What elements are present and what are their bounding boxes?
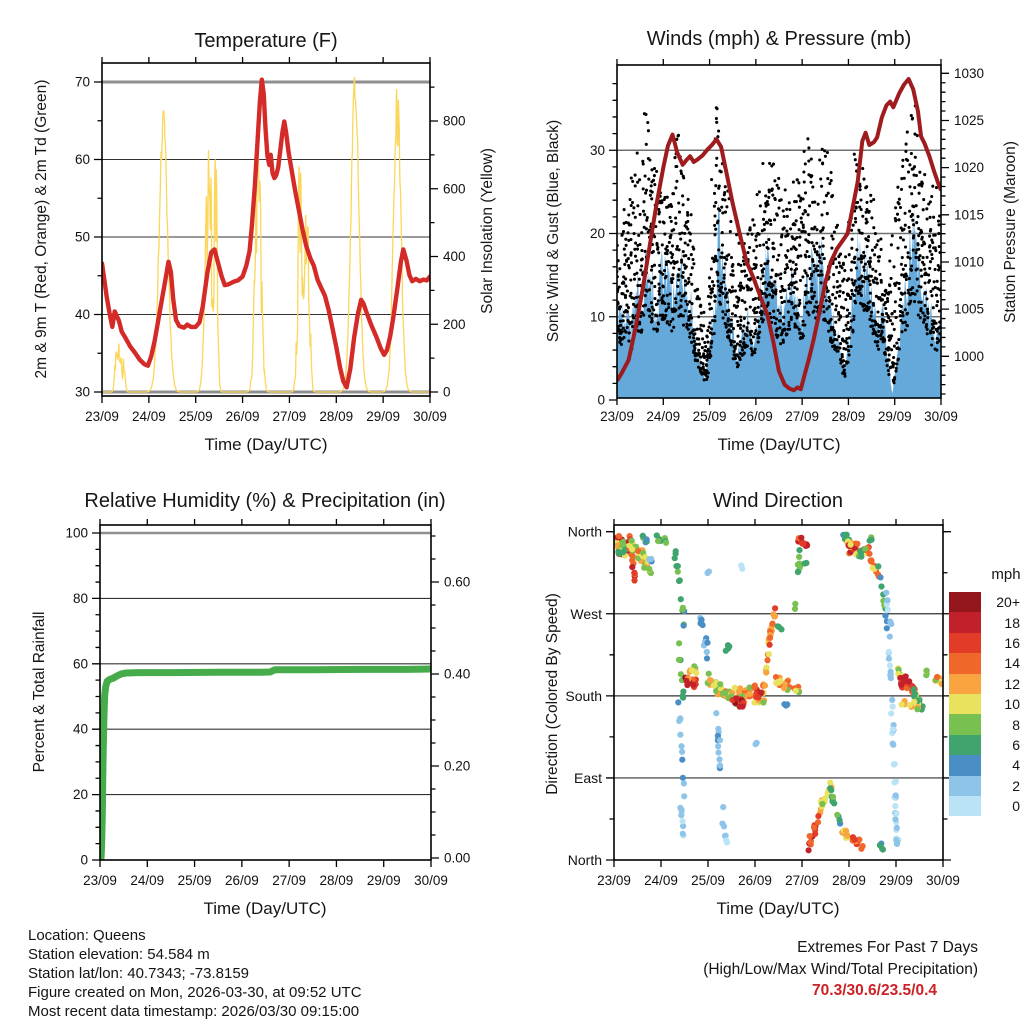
svg-text:1030: 1030 (954, 65, 985, 81)
svg-text:200: 200 (443, 316, 466, 332)
svg-text:70: 70 (74, 74, 90, 90)
panel-wind-direction (565, 519, 959, 888)
xlabel-humidity-precip: Time (Day/UTC) (203, 899, 327, 918)
svg-text:28/09: 28/09 (831, 409, 866, 424)
colorbar-label: 8 (1012, 716, 1020, 733)
colorbar-row (949, 776, 1020, 796)
svg-text:100: 100 (65, 525, 88, 541)
colorbar-label: 16 (1004, 634, 1020, 651)
colorbar-swatch (949, 674, 981, 694)
svg-text:80: 80 (72, 590, 88, 606)
colorbar-label: 0 (1012, 798, 1020, 815)
ylabel-temperature-left: 2m & 9m T (Red, Orange) & 2m Td (Green) (33, 79, 50, 379)
svg-text:1015: 1015 (954, 207, 985, 223)
svg-text:1005: 1005 (954, 301, 985, 317)
svg-text:24/09: 24/09 (646, 409, 681, 424)
footer-latlon: Station lat/lon: 40.7343; -73.8159 (28, 965, 250, 982)
svg-text:28/09: 28/09 (319, 873, 354, 888)
svg-text:600: 600 (443, 181, 466, 197)
svg-text:24/09: 24/09 (644, 873, 678, 888)
svg-text:30/09: 30/09 (924, 409, 958, 424)
colorbar-label: 12 (1004, 675, 1020, 692)
direction-grid (614, 614, 943, 778)
svg-text:23/09: 23/09 (597, 873, 631, 888)
colorbar-row (949, 714, 1020, 734)
ylabel-wind-left: Sonic Wind & Gust (Blue, Black) (545, 119, 562, 343)
xlabel-temperature: Time (Day/UTC) (204, 435, 328, 454)
direction-dots (612, 532, 945, 854)
svg-text:30: 30 (589, 142, 605, 158)
colorbar-row (949, 694, 1020, 714)
footer-created: Figure created on Mon, 2026-03-30, at 09:52 UTC (28, 984, 362, 1001)
svg-text:24/09: 24/09 (130, 873, 165, 888)
svg-text:29/09: 29/09 (366, 409, 401, 424)
svg-text:26/09: 26/09 (738, 409, 773, 424)
colorbar-swatch (949, 755, 981, 775)
svg-text:28/09: 28/09 (832, 873, 866, 888)
precip-line (101, 669, 431, 860)
colorbar-row (949, 633, 1020, 653)
ylabel-solar-right: Solar Insolation (Yellow) (479, 148, 496, 314)
colorbar-row (949, 653, 1020, 673)
svg-text:25/09: 25/09 (177, 873, 212, 888)
svg-text:40: 40 (74, 307, 90, 322)
svg-text:25/09: 25/09 (691, 873, 725, 888)
svg-text:0: 0 (597, 392, 605, 408)
colorbar-label: 18 (1004, 614, 1020, 631)
svg-text:1010: 1010 (954, 254, 985, 270)
temperature-line (102, 80, 430, 388)
svg-text:60: 60 (74, 152, 90, 167)
footer-timestamp: Most recent data timestamp: 2026/03/30 09:15:00 (28, 1003, 360, 1020)
colorbar-label: 10 (1004, 696, 1020, 713)
humidity-grid (100, 533, 431, 795)
svg-text:West: West (570, 605, 602, 622)
extremes-subtitle: (High/Low/Max Wind/Total Precipitation) (703, 960, 978, 978)
svg-text:0.60: 0.60 (444, 574, 471, 590)
colorbar (949, 592, 1020, 816)
svg-text:24/09: 24/09 (131, 409, 166, 424)
colorbar-swatch (949, 633, 981, 653)
svg-text:30: 30 (74, 384, 90, 400)
humidity-tick-labels (65, 526, 470, 889)
colorbar-label: 14 (1004, 655, 1020, 672)
svg-text:400: 400 (443, 249, 466, 264)
svg-text:29/09: 29/09 (366, 873, 401, 888)
panel-temperature (75, 57, 466, 424)
svg-text:800: 800 (443, 113, 466, 129)
title-winds-pressure: Winds (mph) & Pressure (mb) (646, 28, 912, 50)
colorbar-label: 4 (1012, 757, 1020, 774)
footer-location: Location: Queens (28, 927, 146, 944)
colorbar-swatch (949, 735, 981, 755)
panel-humidity-precip (65, 519, 470, 888)
svg-text:0.00: 0.00 (444, 850, 471, 866)
colorbar-row (949, 755, 1020, 775)
temperature-tick-labels (75, 75, 466, 425)
footer-elevation: Station elevation: 54.584 m (28, 946, 210, 963)
svg-text:23/09: 23/09 (600, 409, 634, 424)
svg-text:27/09: 27/09 (272, 873, 307, 888)
svg-text:1000: 1000 (954, 348, 985, 364)
svg-text:0: 0 (443, 384, 451, 400)
colorbar-swatch (949, 653, 981, 673)
svg-text:40: 40 (72, 721, 88, 737)
extremes-title: Extremes For Past 7 Days (797, 939, 978, 956)
colorbar-swatch (949, 776, 981, 796)
svg-text:10: 10 (589, 309, 605, 325)
svg-text:0: 0 (80, 852, 88, 868)
svg-text:29/09: 29/09 (879, 873, 913, 888)
svg-text:North: North (567, 523, 602, 540)
colorbar-row (949, 612, 1020, 632)
colorbar-swatch (949, 612, 981, 632)
svg-text:26/09: 26/09 (738, 873, 772, 888)
colorbar-swatch (949, 796, 981, 816)
xlabel-wind-direction: Time (Day/UTC) (716, 899, 840, 918)
svg-text:26/09: 26/09 (225, 409, 260, 424)
colorbar-label: 2 (1012, 777, 1020, 794)
ylabel-pressure-right: Station Pressure (Maroon) (1002, 141, 1019, 323)
svg-text:25/09: 25/09 (178, 409, 213, 424)
colorbar-label: 6 (1012, 736, 1020, 753)
svg-text:23/09: 23/09 (83, 873, 117, 888)
panel-winds-pressure (590, 59, 984, 424)
colorbar-row (949, 674, 1020, 694)
svg-text:25/09: 25/09 (692, 409, 727, 424)
svg-text:South: South (565, 687, 602, 704)
svg-text:North: North (567, 852, 602, 868)
colorbar-row (949, 592, 1020, 612)
svg-text:20: 20 (589, 226, 605, 241)
svg-text:28/09: 28/09 (319, 409, 354, 424)
svg-text:23/09: 23/09 (85, 409, 119, 424)
svg-text:27/09: 27/09 (272, 409, 307, 424)
svg-text:30/09: 30/09 (414, 873, 448, 888)
svg-text:East: East (573, 769, 602, 786)
colorbar-swatch (949, 714, 981, 734)
ylabel-direction-left: Direction (Colored By Speed) (544, 593, 561, 795)
colorbar-swatch (949, 694, 981, 714)
svg-text:30/09: 30/09 (413, 409, 447, 424)
extremes-values: 70.3/30.6/23.5/0.4 (812, 982, 937, 999)
svg-text:27/09: 27/09 (785, 409, 820, 424)
extremes-block (703, 937, 978, 1002)
svg-text:20: 20 (72, 787, 88, 803)
colorbar-label: 20+ (996, 594, 1020, 611)
xlabel-winds-pressure: Time (Day/UTC) (717, 435, 841, 454)
svg-text:1025: 1025 (954, 112, 985, 128)
svg-text:27/09: 27/09 (785, 873, 819, 888)
colorbar-row (949, 735, 1020, 755)
svg-text:30/09: 30/09 (926, 873, 960, 888)
svg-text:50: 50 (74, 229, 90, 245)
colorbar-swatch (949, 592, 981, 612)
colorbar-row (949, 796, 1020, 816)
svg-text:0.40: 0.40 (444, 666, 471, 682)
title-wind-direction: Wind Direction (712, 490, 844, 512)
title-temperature: Temperature (F) (194, 30, 338, 52)
svg-text:26/09: 26/09 (224, 873, 259, 888)
ylabel-humidity-left: Percent & Total Rainfall (31, 611, 48, 773)
svg-text:60: 60 (72, 656, 88, 672)
svg-text:1020: 1020 (954, 160, 985, 176)
svg-text:29/09: 29/09 (877, 409, 912, 424)
svg-text:0.20: 0.20 (444, 758, 471, 774)
colorbar-title: mph (991, 566, 1021, 583)
title-humidity-precip: Relative Humidity (%) & Precipitation (in) (84, 490, 446, 512)
